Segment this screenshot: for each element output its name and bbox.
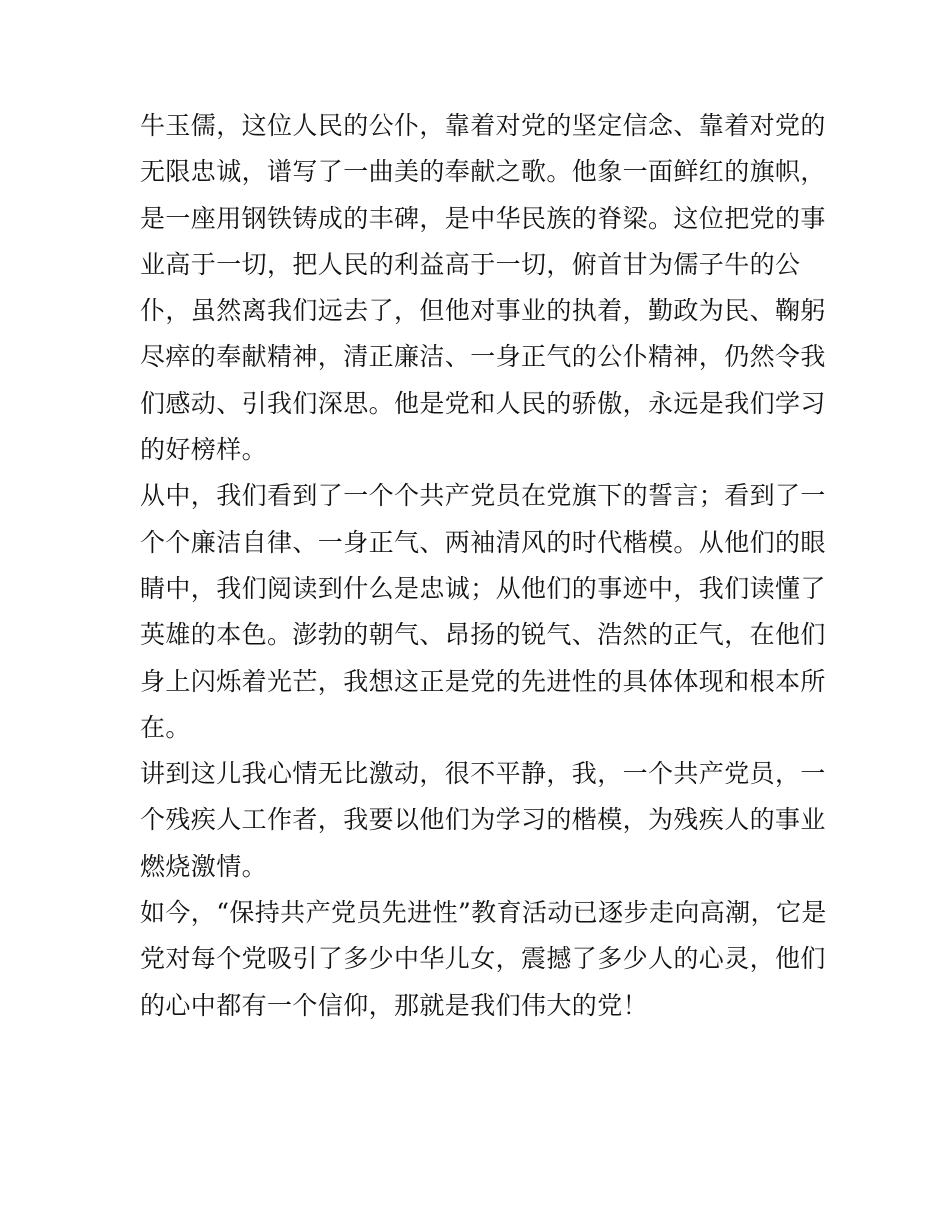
paragraph-3 [140, 751, 826, 890]
text-line: 英雄的本色。澎勃的朝气、昂扬的锐气、浩然的正气，在他们 [140, 620, 826, 650]
paragraph-2 [140, 473, 826, 751]
text-line: 讲到这儿我心情无比激动，很不平静，我，一个共产党员，一 [140, 759, 826, 789]
text-line: 党对每个党吸引了多少中华儿女，震撼了多少人的心灵，他们 [140, 944, 826, 974]
text-line: 业高于一切，把人民的利益高于一切，俯首甘为儒子牛的公 [140, 249, 801, 279]
text-line: 睛中，我们阅读到什么是忠诚；从他们的事迹中，我们读懂了 [140, 573, 826, 603]
text-line: 如今，“保持共产党员先进性”教育活动已逐步走向高潮，它是 [140, 898, 827, 928]
text-line: 们感动、引我们深思。他是党和人民的骄傲，永远是我们学习 [140, 388, 826, 418]
text-line: 个个廉洁自律、一身正气、两袖清风的时代楷模。从他们的眼 [140, 527, 826, 557]
text-line: 牛玉儒，这位人民的公仆，靠着对党的坚定信念、靠着对党的 [140, 111, 826, 140]
text-line: 是一座用钢铁铸成的丰碑，是中华民族的脊梁。这位把党的事 [140, 203, 826, 233]
text-line: 的心中都有一个信仰，那就是我们伟大的党！ [140, 990, 649, 1020]
text-line: 在。 [140, 712, 191, 742]
text-line: 无限忠诚，谱写了一曲美的奉献之歌。他象一面鲜红的旗帜， [140, 157, 826, 187]
paragraph-4 [140, 890, 827, 1029]
text-line: 的好榜样。 [140, 435, 268, 465]
text-line: 燃烧激情。 [140, 851, 268, 881]
text-line: 仆，虽然离我们远去了，但他对事业的执着，勤政为民、鞠躬 [140, 296, 826, 326]
paragraph-1 [140, 103, 826, 473]
document-body [140, 103, 827, 1029]
text-line: 个残疾人工作者，我要以他们为学习的楷模，为残疾人的事业 [140, 805, 826, 835]
text-line: 身上闪烁着光芒，我想这正是党的先进性的具体体现和根本所 [140, 666, 826, 696]
text-line: 尽瘁的奉献精神，清正廉洁、一身正气的公仆精神，仍然令我 [140, 342, 826, 372]
text-line: 从中，我们看到了一个个共产党员在党旗下的誓言；看到了一 [140, 481, 826, 511]
